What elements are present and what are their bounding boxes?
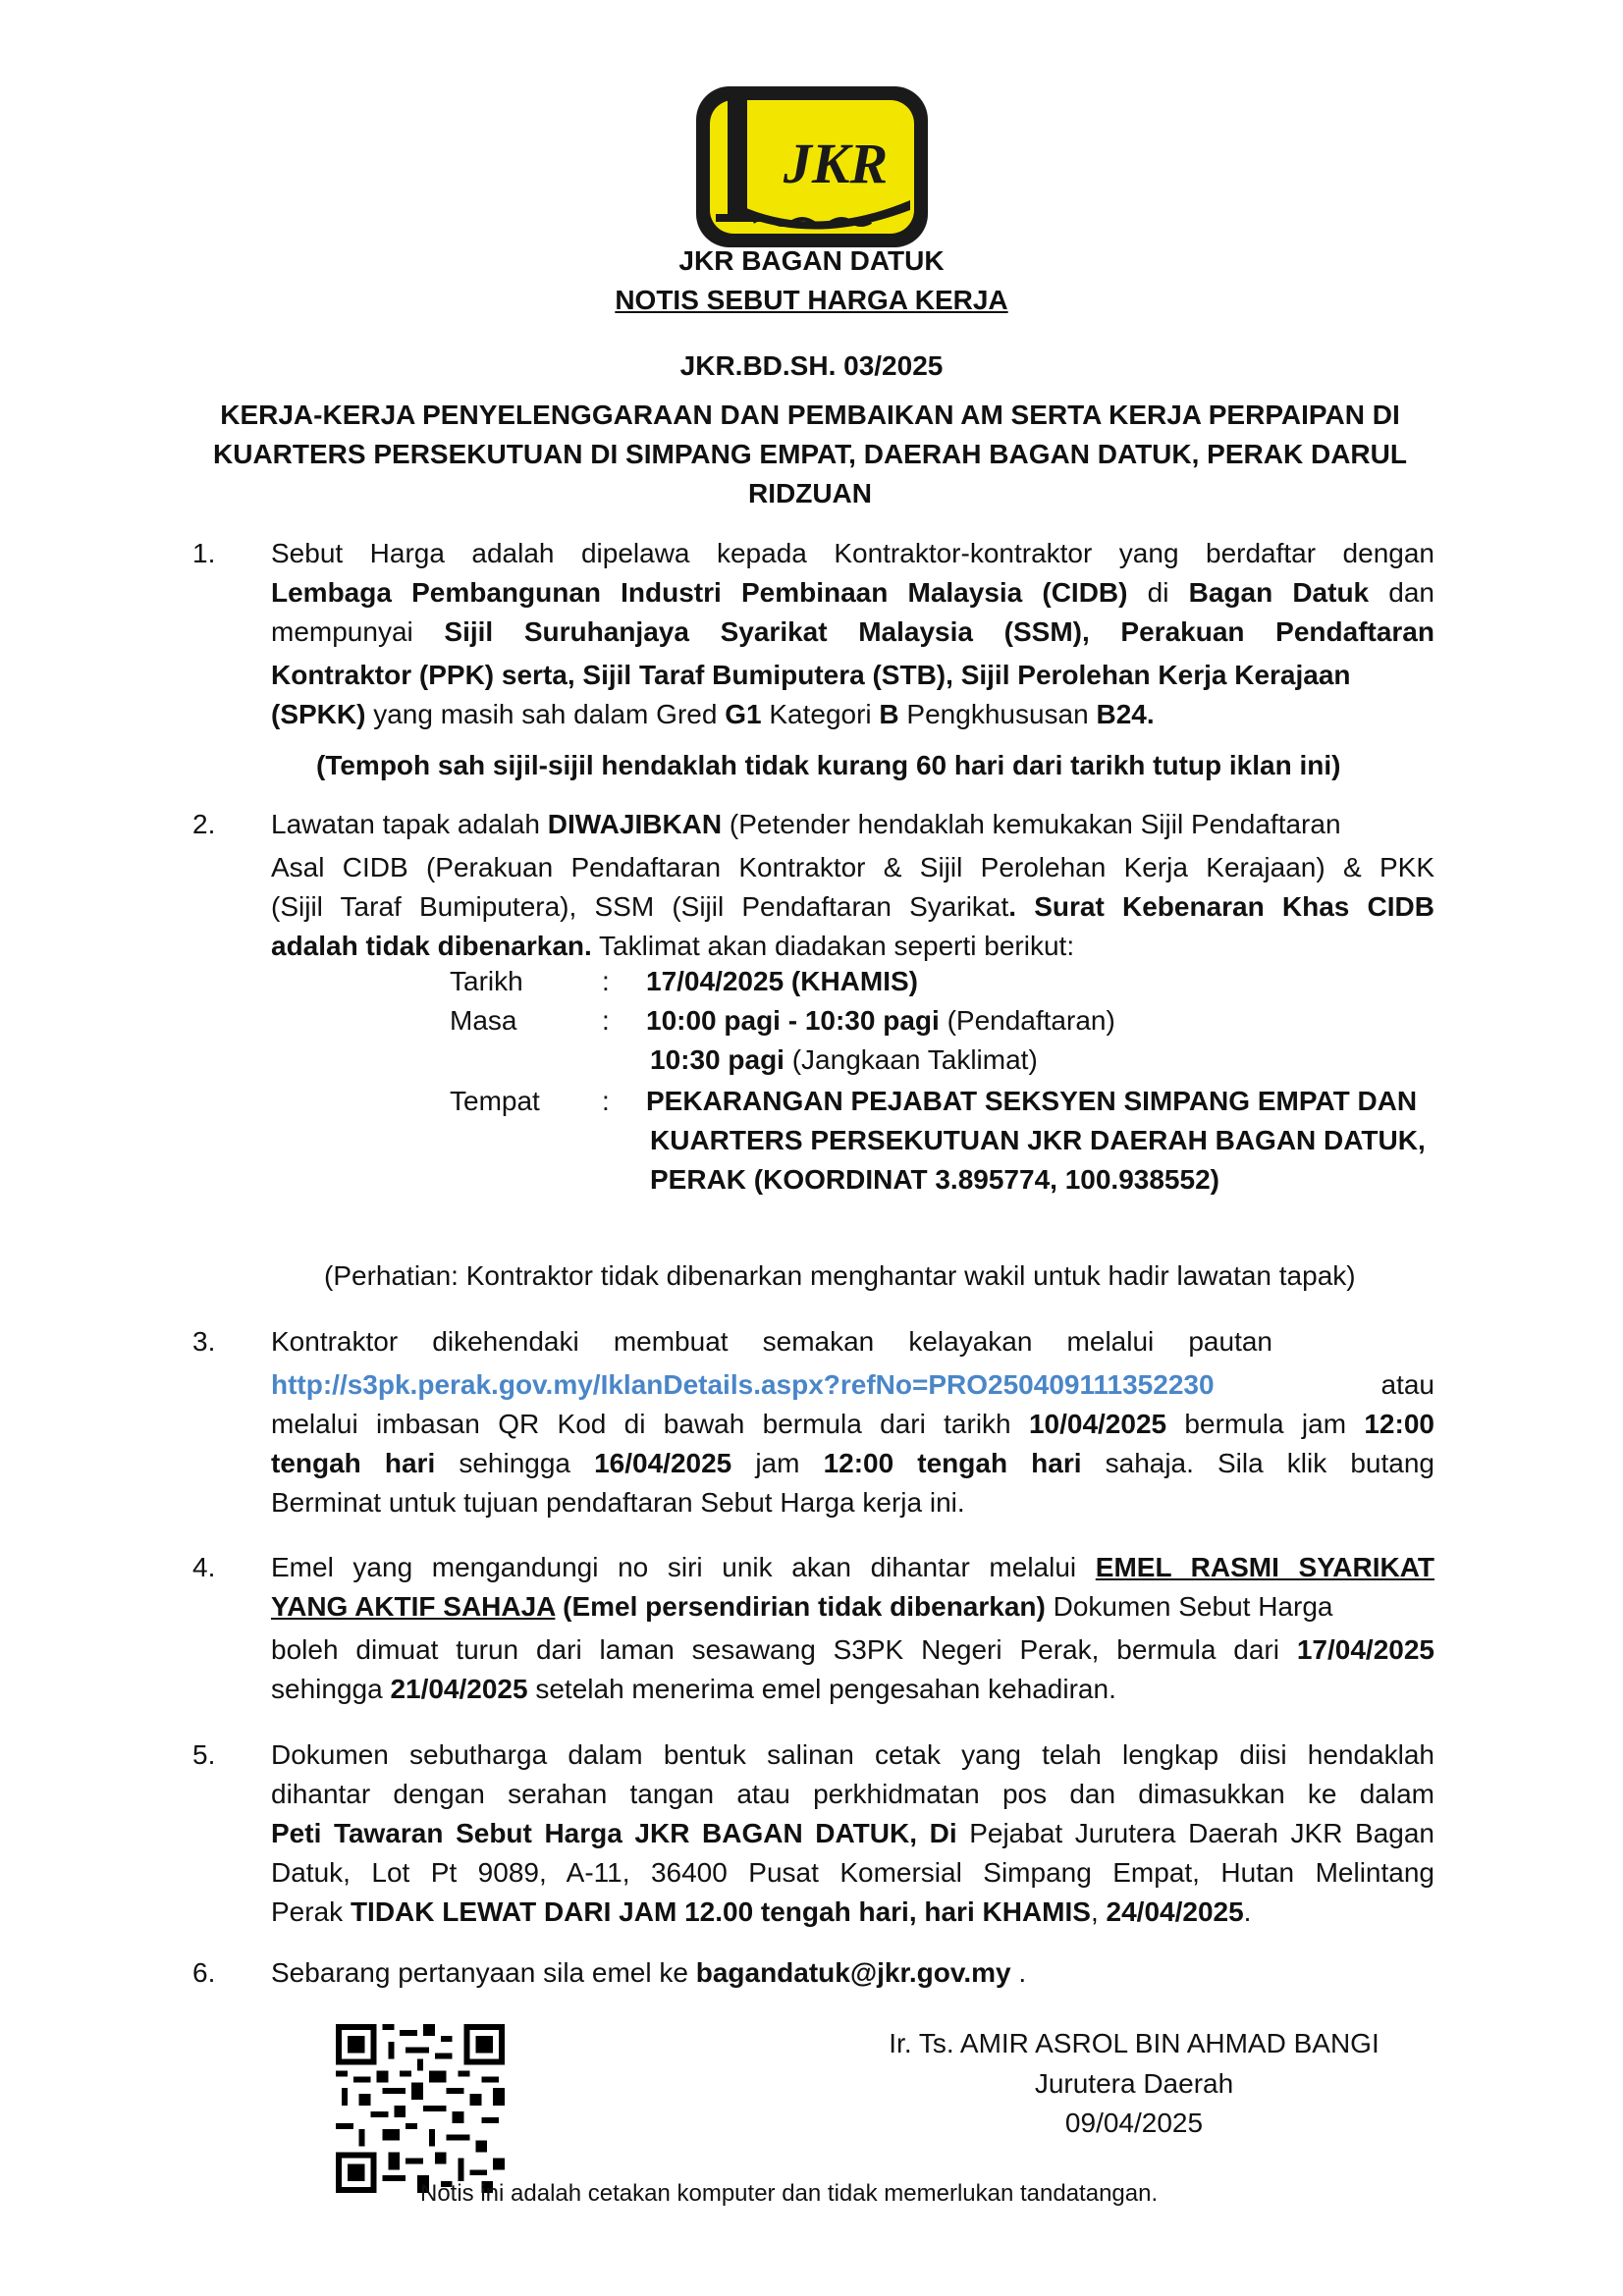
- item-1-line: mempunyai Sijil Suruhanjaya Syarikat Malaysia (SSM), Perakuan Pendaftaran: [271, 616, 1434, 647]
- validity-note: (Tempoh sah sijil-sijil hendaklah tidak kurang 60 hari dari tarikh tutup iklan ini): [316, 750, 1341, 780]
- item-3-line: tengah hari sehingga 16/04/2025 jam 12:00 tengah hari sahaja. Sila klik butang: [271, 1448, 1434, 1478]
- item-3-text: [271, 1322, 1434, 1522]
- item-number: 1.: [192, 538, 216, 568]
- item-5-line: Datuk, Lot Pt 9089, A-11, 36400 Pusat Komersial Simpang Empat, Hutan Melintang: [271, 1857, 1434, 1888]
- item-number: 4.: [192, 1552, 216, 1582]
- item-2-line: (Sijil Taraf Bumiputera), SSM (Sijil Pendaftaran Syarikat. Surat Kebenaran Khas CIDB: [271, 891, 1434, 922]
- item-3-line: Kontraktor dikehendaki membuat semakan kelayakan melalui pautan: [271, 1326, 1272, 1357]
- item-6-line: Sebarang pertanyaan sila emel ke bagandatuk@jkr.gov.my .: [271, 1957, 1027, 1988]
- item-1-line: Sebut Harga adalah dipelawa kepada Kontraktor-kontraktor yang berdaftar dengan: [271, 538, 1434, 568]
- tempat-label: Tempat: [450, 1086, 540, 1116]
- item-5-line: dihantar dengan serahan tangan atau perkhidmatan pos dan dimasukkan ke dalam: [271, 1779, 1434, 1809]
- tempat-line-1: PEKARANGAN PEJABAT SEKSYEN SIMPANG EMPAT DAN: [646, 1086, 1418, 1116]
- item-3-line: melalui imbasan QR Kod di bawah bermula dari tarikh 10/04/2025 bermula jam 12:00: [271, 1409, 1434, 1439]
- s3pk-link[interactable]: http://s3pk.perak.gov.my/IklanDetails.aspx?refNo=PRO250409111352230: [271, 1369, 1215, 1400]
- item-1-line: Lembaga Pembangunan Industri Pembinaan Malaysia (CIDB) di Bagan Datuk dan: [271, 577, 1434, 608]
- item-2-line: Asal CIDB (Perakuan Pendaftaran Kontraktor & Sijil Perolehan Kerja Kerajaan) & PKK: [271, 852, 1434, 882]
- tempat-line-2: KUARTERS PERSEKUTUAN JKR DAERAH BAGAN DATUK,: [650, 1125, 1426, 1155]
- item-3-word: atau: [1380, 1369, 1434, 1400]
- item-3-line: Berminat untuk tujuan pendaftaran Sebut Harga kerja ini.: [271, 1487, 965, 1518]
- item-1-text: [271, 534, 1434, 734]
- signatory-position: Jurutera Daerah: [1034, 2068, 1234, 2099]
- item-5-line: Perak TIDAK LEWAT DARI JAM 12.00 tengah hari, hari KHAMIS, 24/04/2025.: [271, 1896, 1252, 1927]
- qr-code[interactable]: [336, 2024, 505, 2193]
- site-visit-note: (Perhatian: Kontraktor tidak dibenarkan menghantar wakil untuk hadir lawatan tapak): [324, 1260, 1356, 1291]
- signatory-name: Ir. Ts. AMIR ASROL BIN AHMAD BANGI: [889, 2028, 1380, 2058]
- signature-date: 09/04/2025: [1064, 2108, 1204, 2138]
- masa-value-1: 10:00 pagi - 10:30 pagi (Pendaftaran): [646, 1005, 1115, 1036]
- item-4-line: YANG AKTIF SAHAJA (Emel persendirian tidak dibenarkan) Dokumen Sebut Harga: [271, 1591, 1333, 1622]
- contact-email[interactable]: bagandatuk@jkr.gov.my: [695, 1957, 1011, 1988]
- item-1-line: Kontraktor (PPK) serta, Sijil Taraf Bumiputera (STB), Sijil Perolehan Kerja Kerajaan: [271, 660, 1351, 690]
- item-5-line: Dokumen sebutharga dalam bentuk salinan cetak yang telah lengkap diisi hendaklah: [271, 1739, 1434, 1770]
- work-title-line-3: RIDZUAN: [748, 478, 872, 508]
- notice-title: NOTIS SEBUT HARGA KERJA: [615, 285, 1008, 315]
- item-5-text: [271, 1735, 1434, 1932]
- item-number: 5.: [192, 1739, 216, 1770]
- item-2-line: Lawatan tapak adalah DIWAJIBKAN (Petender hendaklah kemukakan Sijil Pendaftaran: [271, 809, 1341, 839]
- colon: :: [602, 1086, 610, 1116]
- work-title-line-2: KUARTERS PERSEKUTUAN DI SIMPANG EMPAT, DAERAH BAGAN DATUK, PERAK DARUL: [213, 439, 1407, 469]
- item-4-line: sehingga 21/04/2025 setelah menerima emel pengesahan kehadiran.: [271, 1674, 1116, 1704]
- item-5-line: Peti Tawaran Sebut Harga JKR BAGAN DATUK, Di Pejabat Jurutera Daerah JKR Bagan: [271, 1818, 1434, 1848]
- item-4-line: Emel yang mengandungi no siri unik akan dihantar melalui EMEL RASMI SYARIKAT: [271, 1552, 1434, 1582]
- item-6-text: [271, 1953, 1434, 1993]
- item-4-text: [271, 1548, 1434, 1709]
- colon: :: [602, 966, 610, 996]
- org-name: JKR BAGAN DATUK: [678, 245, 945, 276]
- colon: :: [602, 1005, 610, 1036]
- masa-value-2: 10:30 pagi (Jangkaan Taklimat): [650, 1044, 1038, 1075]
- jkr-logo: [694, 84, 930, 249]
- footer-note: Notis ini adalah cetakan komputer dan tidak memerlukan tandatangan.: [420, 2180, 1159, 2207]
- reference-number: JKR.BD.SH. 03/2025: [679, 350, 944, 381]
- item-number: 3.: [192, 1326, 216, 1357]
- masa-label: Masa: [450, 1005, 517, 1036]
- item-3-line: [271, 1365, 1434, 1405]
- item-4-line: boleh dimuat turun dari laman sesawang S3PK Negeri Perak, bermula dari 17/04/2025: [271, 1634, 1434, 1665]
- item-number: 6.: [192, 1957, 216, 1988]
- work-title-line-1: KERJA-KERJA PENYELENGGARAAN DAN PEMBAIKAN AM SERTA KERJA PERPAIPAN DI: [220, 400, 1400, 430]
- item-2-line: adalah tidak dibenarkan. Taklimat akan diadakan seperti berikut:: [271, 931, 1075, 961]
- tempat-line-3: PERAK (KOORDINAT 3.895774, 100.938552): [650, 1164, 1219, 1195]
- item-1-line: (SPKK) yang masih sah dalam Gred G1 Kategori B Pengkhususan B24.: [271, 699, 1155, 729]
- item-2-text: [271, 805, 1434, 966]
- tarikh-label: Tarikh: [450, 966, 523, 996]
- tarikh-value: 17/04/2025 (KHAMIS): [646, 966, 919, 996]
- item-number: 2.: [192, 809, 216, 839]
- logo-text: JKR: [783, 132, 889, 195]
